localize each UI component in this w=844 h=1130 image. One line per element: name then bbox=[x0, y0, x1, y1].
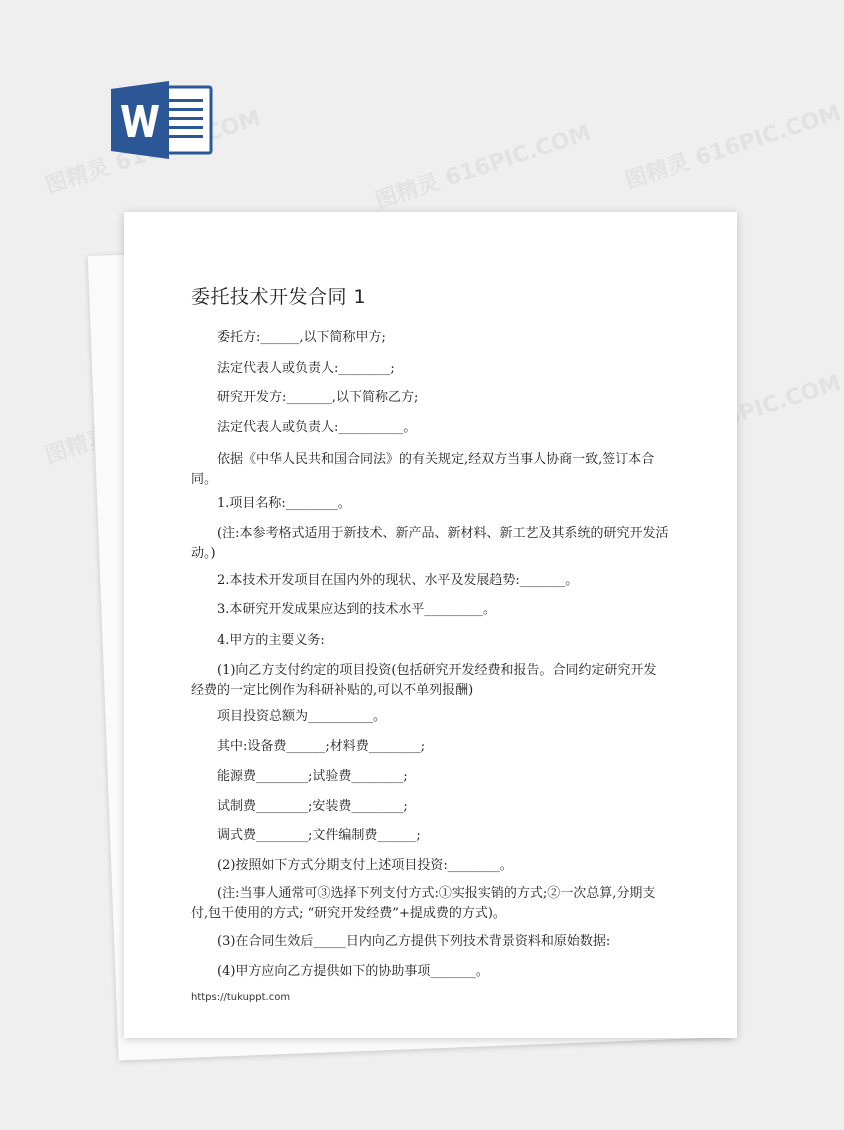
paragraph: (1)向乙方支付约定的项目投资(包括研究开发经费和报告。合同约定研究开发经费的一定比例作为科研补贴的,可以不单列报酬) bbox=[191, 663, 657, 698]
watermark: 616PIC.COM bbox=[692, 370, 844, 442]
watermark: 图精灵 616PIC.COM bbox=[372, 120, 595, 215]
paragraph: (注:本参考格式适用于新技术、新产品、新材料、新工艺及其系统的研究开发活动。) bbox=[191, 526, 669, 561]
watermark: 图精灵 bbox=[42, 424, 113, 470]
paragraph: 4.甲方的主要义务: bbox=[217, 633, 325, 648]
paragraph: 2.本技术开发项目在国内外的现状、水平及发展趋势:_______。 bbox=[217, 573, 579, 588]
footer-url: https://tukuppt.com bbox=[191, 992, 291, 1003]
paragraph: 试制费________;安装费________; bbox=[217, 799, 408, 814]
paragraph: 其中:设备费______;材料费________; bbox=[217, 739, 426, 754]
watermark: 图精灵 bbox=[42, 154, 113, 200]
paragraph: 委托方:______,以下简称甲方; bbox=[217, 330, 386, 345]
paragraph: (4)甲方应向乙方提供如下的协助事项_______。 bbox=[217, 964, 489, 979]
paragraph: 法定代表人或负责人:________; bbox=[217, 361, 395, 376]
word-icon bbox=[111, 81, 213, 159]
paragraph: (2)按照如下方式分期支付上述项目投资:________。 bbox=[217, 858, 513, 873]
paragraph: 项目投资总额为__________。 bbox=[217, 709, 387, 724]
paragraph: (注:当事人通常可③选择下列支付方式:①实报实销的方式;②一次总算,分期支付,包干使用的方式; “研究开发经费”+提成费的方式)。 bbox=[191, 886, 656, 921]
paragraph: (3)在合同生效后_____日内向乙方提供下列技术背景资料和原始数据: bbox=[217, 934, 611, 949]
paragraph: 依据《中华人民共和国合同法》的有关规定,经双方当事人协商一致,签订本合同。 bbox=[191, 452, 655, 487]
watermark: 图精灵 616PIC.COM bbox=[622, 100, 844, 195]
paragraph: 1.项目名称:________。 bbox=[217, 496, 351, 511]
paragraph: 法定代表人或负责人:__________。 bbox=[217, 420, 417, 435]
paragraph: 研究开发方:_______,以下简称乙方; bbox=[217, 390, 419, 405]
paragraph: 3.本研究开发成果应达到的技术水平_________。 bbox=[217, 602, 496, 617]
paragraph: 调式费________;文件编制费______; bbox=[217, 828, 421, 843]
document-title: 委托技术开发合同 1 bbox=[191, 286, 367, 308]
paragraph: 能源费________;试验费________; bbox=[217, 769, 408, 784]
